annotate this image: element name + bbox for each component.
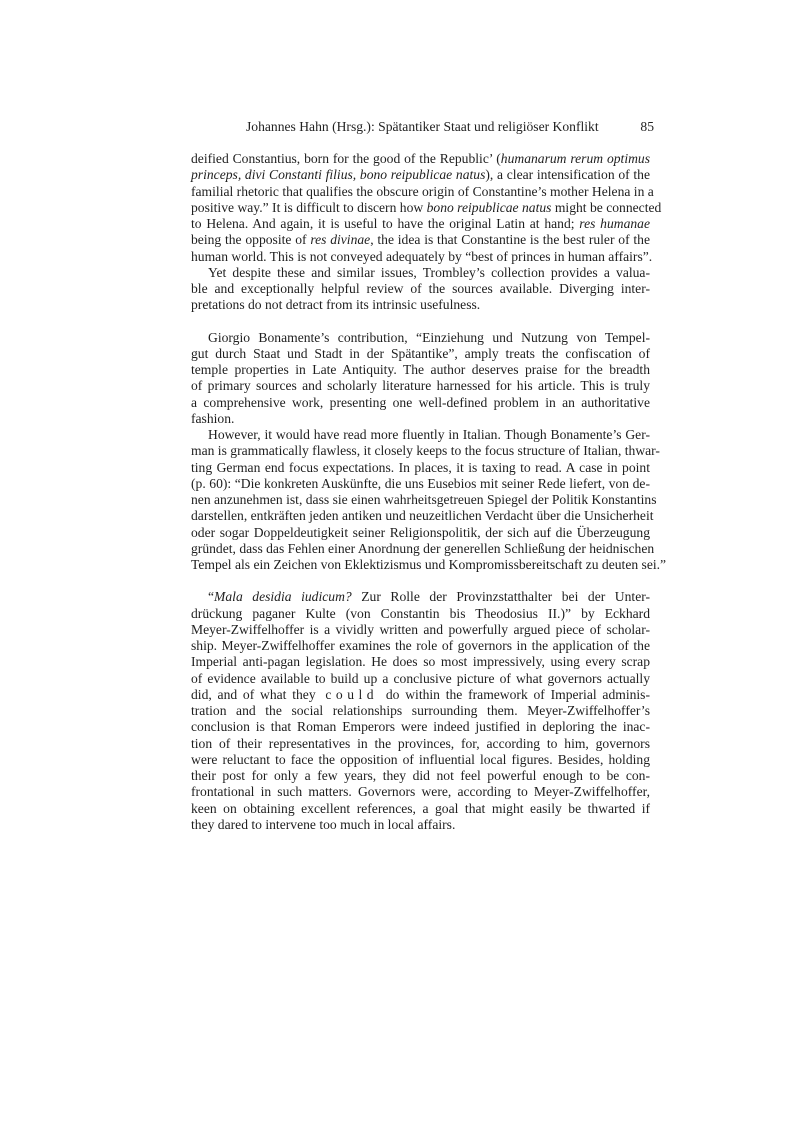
text-line: Imperial anti-pagan legislation. He does so most impressively, using every scrap <box>191 654 650 670</box>
text-line: Giorgio Bonamente’s contribution, “Einziehung und Nutzung von Tempel- <box>208 329 650 345</box>
text-line: Yet despite these and similar issues, Trombley’s collection provides a valua- <box>208 264 650 280</box>
text-line: nen anzunehmen ist, dass sie einen wahrheitsgetreuen Spiegel der Politik Konstantins <box>191 492 657 507</box>
text-line: to Helena. And again, it is useful to have the original Latin at hand; res humanae <box>191 216 651 231</box>
text-line: pretations do not detract from its intrinsic usefulness. <box>191 297 481 313</box>
paragraph-meyer-zwiffelhoffer <box>191 589 650 833</box>
running-head <box>246 118 654 136</box>
text-line: tion of their representatives in the provinces, for, according to him, governors <box>191 735 650 751</box>
text-line: ble and exceptionally helpful review of the sources available. Diverging inter- <box>191 281 650 296</box>
text-line: a comprehensive work, presenting one well-defined problem in an authoritative <box>191 394 650 410</box>
text-line: being the opposite of res divinae, the idea is that Constantine is the best ruler of the <box>191 232 650 248</box>
text-line: conclusion is that Roman Emperors were indeed justified in deploring the inac- <box>191 719 650 735</box>
text-line: they dared to intervene too much in local affairs. <box>191 816 456 832</box>
text-line: temple properties in Late Antiquity. The author deserves praise for the breadth <box>191 362 650 377</box>
text-line: fashion. <box>191 410 235 426</box>
text-line: princeps, divi Constanti filius, bono reipublicae natus), a clear intensification of the <box>191 167 650 183</box>
body-text <box>191 151 667 833</box>
text-line: positive way.” It is difficult to discern how bono reipublicae natus might be connected <box>191 199 662 215</box>
text-line: darstellen, entkräften jeden antiken und neuzeitlichen Verdacht über die Unsicherheit <box>191 508 654 524</box>
text-line: (p. 60): “Die konkreten Auskünfte, die uns Eusebios mit seiner Rede liefert, von de- <box>191 475 650 491</box>
text-line: of primary sources and scholarly literature harnessed for his article. This is truly <box>191 378 650 394</box>
text-line: were reluctant to face the opposition of influential local figures. Besides, holding <box>191 751 650 767</box>
text-line: of evidence available to build up a conclusive picture of what governors actually <box>191 670 650 686</box>
text-line: man is grammatically flawless, it closely keeps to the focus structure of Italian, thwar- <box>191 443 660 459</box>
text-line: frontational in such matters. Governors were, according to Meyer-Zwiffelhoffer, <box>191 784 650 800</box>
text-line: keen on obtaining excellent references, a goal that might easily be thwarted if <box>191 800 650 816</box>
section-gap <box>191 314 650 330</box>
text-line: Tempel als ein Zeichen von Eklektizismus und Kompromissbereitschaft zu deuten sei.” <box>191 557 667 572</box>
text-line: tration and the social relationships surrounding them. Meyer-Zwiffelhoffer’s <box>191 703 650 718</box>
paragraph-bonamente-critique <box>191 427 667 573</box>
text-line: familial rhetoric that qualifies the obscure origin of Constantine’s mother Helena in a <box>191 183 654 199</box>
text-line: drückung paganer Kulte (von Constantin bis Theodosius II.)” by Eckhard <box>191 605 650 621</box>
text-line: ship. Meyer-Zwiffelhoffer examines the role of governors in the application of the <box>191 638 650 653</box>
text-line: However, it would have read more fluently in Italian. Though Bonamente’s Ger- <box>208 427 650 442</box>
text-line: did, and of what they could do within the framework of Imperial adminis- <box>191 686 650 702</box>
text-line: “Mala desidia iudicum? Zur Rolle der Provinzstatthalter bei der Unter- <box>208 589 651 605</box>
running-head-title: Johannes Hahn (Hrsg.): Spätantiker Staat und religiöser Konflikt <box>246 119 599 134</box>
text-line: oder sogar Doppeldeutigkeit seiner Religionspolitik, der sich auf die Überzeugung <box>191 524 650 540</box>
page-number: 85 <box>640 119 654 134</box>
paragraph-bonamente-intro <box>191 330 650 428</box>
text-line: Meyer-Zwiffelhoffer is a vividly written and powerfully argued piece of scholar- <box>191 621 650 637</box>
section-gap <box>191 573 650 589</box>
paragraph-trombley-summary <box>191 265 650 314</box>
text-line: gut durch Staat und Stadt in der Spätantike”, amply treats the confiscation of <box>191 345 650 361</box>
text-line: human world. This is not conveyed adequately by “best of princes in human affairs”. <box>191 248 653 264</box>
paragraph-constantius-quote <box>191 151 662 265</box>
text-line: their post for only a few years, they did not feel powerful enough to be con- <box>191 768 650 783</box>
text-line: gründet, dass das Fehlen einer Anordnung der generellen Schließung der heidnischen <box>191 540 655 556</box>
emphasis-spaced: could <box>325 686 379 702</box>
text-line: deified Constantius, born for the good of the Republic’ (humanarum rerum optimus <box>191 151 650 166</box>
text-line: ting German end focus expectations. In places, it is taxing to read. A case in point <box>191 459 650 475</box>
